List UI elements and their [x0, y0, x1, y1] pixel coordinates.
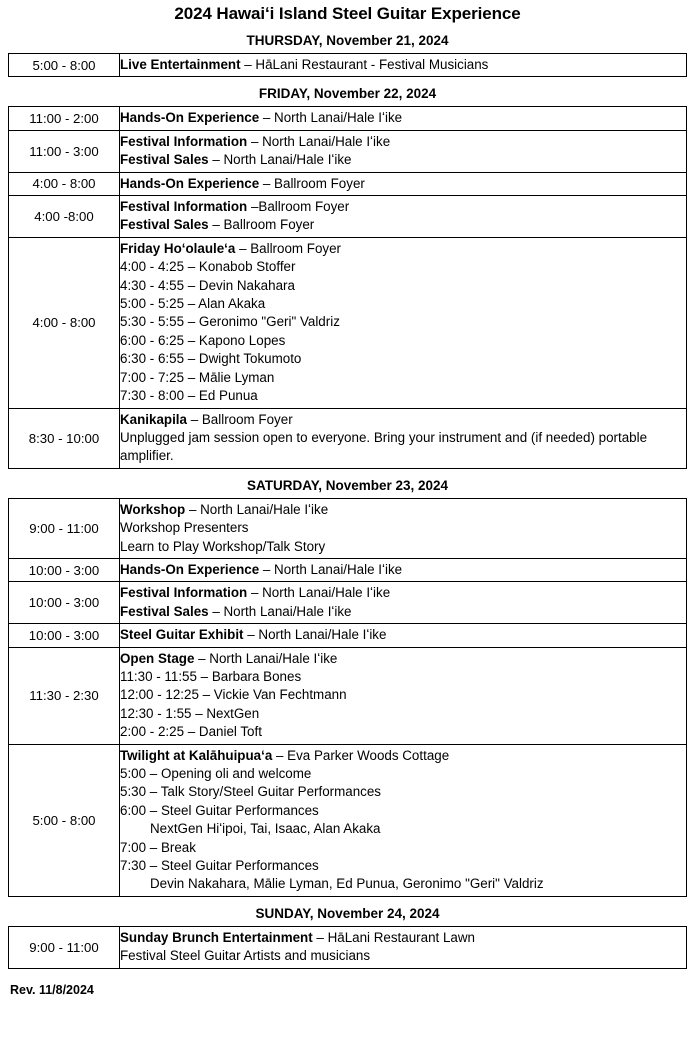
event-detail: 5:30 – Talk Story/Steel Guitar Performances [120, 784, 381, 800]
event-time: 11:00 - 2:00 [9, 107, 120, 130]
event-line [120, 686, 686, 704]
event-line [120, 765, 686, 783]
event-line [120, 133, 686, 151]
table-row [9, 237, 687, 408]
event-detail: – Eva Parker Woods Cottage [272, 747, 450, 763]
event-line [120, 875, 686, 893]
event-line [120, 723, 686, 741]
event-line [120, 820, 686, 838]
event-time: 4:00 - 8:00 [9, 237, 120, 408]
event-detail: 4:00 - 4:25 – Konabob Stoffer [120, 259, 296, 275]
event-line [120, 216, 686, 234]
table-row [9, 624, 687, 647]
event-line [120, 332, 686, 350]
event-time: 4:00 -8:00 [9, 196, 120, 238]
event-detail: Learn to Play Workshop/Talk Story [120, 538, 326, 554]
schedule-table [8, 926, 687, 969]
event-line [120, 56, 686, 74]
event-line [120, 802, 686, 820]
event-name: Festival Sales [120, 217, 209, 233]
schedule-table [8, 498, 687, 897]
event-detail: Devin Nakahara, Mālie Lyman, Ed Punua, Geronimo "Geri" Valdriz [150, 876, 544, 892]
event-name: Twilight at Kalāhuipuaʻa [120, 747, 273, 763]
event-detail: 7:30 - 8:00 – Ed Punua [120, 388, 258, 404]
table-row [9, 647, 687, 744]
event-line [120, 603, 686, 621]
event-line [120, 929, 686, 947]
event-time: 11:30 - 2:30 [9, 647, 120, 744]
event-line [120, 198, 686, 216]
table-row [9, 926, 687, 968]
event-line [120, 783, 686, 801]
event-detail: – North Lanai/Hale Iʻike [243, 627, 387, 643]
event-detail: 12:30 - 1:55 – NextGen [120, 705, 260, 721]
event-detail: – North Lanai/Hale Iʻike [259, 110, 403, 126]
event-detail: – North Lanai/Hale Iʻike [247, 133, 391, 149]
event-detail: – Ballroom Foyer [208, 217, 315, 233]
table-row [9, 558, 687, 581]
table-row [9, 744, 687, 896]
day-header: FRIDAY, November 22, 2024 [258, 86, 437, 102]
schedule-table [8, 106, 687, 468]
event-line [120, 277, 686, 295]
event-detail: 11:30 - 11:55 – Barbara Bones [120, 668, 302, 684]
event-time: 9:00 - 11:00 [9, 498, 120, 558]
event-line [120, 947, 686, 965]
event-name: Hands-On Experience [120, 175, 260, 191]
event-detail: – North Lanai/Hale Iʻike [208, 603, 352, 619]
event-line [120, 561, 686, 579]
event-detail: 7:30 – Steel Guitar Performances [120, 858, 319, 874]
event-detail: –Ballroom Foyer [247, 199, 350, 215]
event-detail: – North Lanai/Hale Iʻike [259, 561, 403, 577]
event-description [120, 558, 687, 581]
event-time: 8:30 - 10:00 [9, 408, 120, 468]
event-line [120, 857, 686, 875]
event-name: Live Entertainment [120, 57, 241, 72]
event-line [120, 387, 686, 405]
event-line [120, 429, 686, 466]
table-row [9, 130, 687, 172]
event-line [120, 411, 686, 429]
event-detail: NextGen Hiʻipoi, Tai, Isaac, Alan Akaka [150, 821, 381, 837]
event-line [120, 538, 686, 556]
event-line [120, 313, 686, 331]
event-line [120, 151, 686, 169]
event-detail: – Ballroom Foyer [235, 240, 342, 256]
event-detail: – Ballroom Foyer [259, 175, 365, 191]
event-time: 10:00 - 3:00 [9, 624, 120, 647]
event-name: Festival Sales [120, 152, 209, 168]
event-line [120, 584, 686, 602]
event-line [120, 650, 686, 668]
event-detail: 7:00 – Break [120, 839, 196, 855]
event-name: Sunday Brunch Entertainment [120, 929, 313, 945]
event-name: Hands-On Experience [120, 110, 260, 126]
event-name: Friday Hoʻolauleʻa [120, 240, 236, 256]
event-line [120, 369, 686, 387]
table-row [9, 582, 687, 624]
event-name: Festival Information [120, 585, 248, 601]
day-header: SATURDAY, November 23, 2024 [246, 477, 449, 493]
event-description [120, 624, 687, 647]
table-row [9, 172, 687, 195]
event-line [120, 519, 686, 537]
event-detail: Workshop Presenters [120, 520, 249, 536]
event-detail: 5:00 – Opening oli and welcome [120, 766, 312, 781]
event-description [120, 582, 687, 624]
table-row [9, 196, 687, 238]
event-name: Hands-On Experience [120, 561, 260, 577]
day-sections [8, 24, 687, 969]
schedule-table-wrapper [8, 926, 687, 969]
table-row [9, 408, 687, 468]
event-detail: – Ballroom Foyer [186, 411, 293, 427]
event-description [120, 926, 687, 968]
event-detail: 6:30 - 6:55 – Dwight Tokumoto [120, 351, 302, 367]
event-time: 5:00 - 8:00 [9, 54, 120, 77]
event-name: Workshop [120, 501, 186, 517]
event-line [120, 501, 686, 519]
event-detail: – North Lanai/Hale Iʻike [208, 152, 352, 168]
event-description [120, 647, 687, 744]
event-time: 5:00 - 8:00 [9, 744, 120, 896]
event-time: 10:00 - 3:00 [9, 558, 120, 581]
event-time: 11:00 - 3:00 [9, 130, 120, 172]
event-detail: 12:00 - 12:25 – Vickie Van Fechtmann [120, 687, 347, 703]
event-name: Festival Information [120, 199, 248, 215]
event-line [120, 258, 686, 276]
table-row [9, 498, 687, 558]
event-time: 10:00 - 3:00 [9, 582, 120, 624]
event-name: Steel Guitar Exhibit [120, 627, 244, 643]
event-line [120, 175, 686, 193]
schedule-table-wrapper [8, 106, 687, 468]
event-line [120, 839, 686, 857]
event-name: Festival Sales [120, 603, 209, 619]
event-description [120, 107, 687, 130]
event-line [120, 626, 686, 644]
page-title: 2024 Hawaiʻi Island Steel Guitar Experience [174, 4, 521, 23]
event-time: 4:00 - 8:00 [9, 172, 120, 195]
event-description [120, 237, 687, 408]
schedule-document [0, 4, 695, 1040]
event-description [120, 408, 687, 468]
event-description [120, 172, 687, 195]
event-detail: – North Lanai/Hale Iʻike [185, 501, 329, 517]
event-description [120, 196, 687, 238]
event-description [120, 498, 687, 558]
event-description [120, 130, 687, 172]
event-description [120, 54, 687, 77]
event-detail: 4:30 - 4:55 – Devin Nakahara [120, 277, 295, 293]
schedule-table [8, 53, 687, 77]
table-row [9, 107, 687, 130]
event-line [120, 668, 686, 686]
day-header: SUNDAY, November 24, 2024 [255, 905, 440, 921]
event-line [120, 747, 686, 765]
event-detail: 7:00 - 7:25 – Mālie Lyman [120, 369, 275, 385]
event-detail: – HāLani Restaurant - Festival Musicians [240, 57, 489, 72]
event-line [120, 109, 686, 127]
event-detail: – HāLani Restaurant Lawn [312, 929, 475, 945]
event-detail: – North Lanai/Hale Iʻike [247, 585, 391, 601]
event-line [120, 240, 686, 258]
event-line [120, 705, 686, 723]
event-name: Open Stage [120, 650, 195, 666]
event-name: Festival Information [120, 133, 248, 149]
event-line [120, 295, 686, 313]
event-time: 9:00 - 11:00 [9, 926, 120, 968]
event-detail: Unplugged jam session open to everyone. Bring your instrument and (if needed) portable amplifier. [120, 429, 648, 464]
event-detail: 5:30 - 5:55 – Geronimo "Geri" Valdriz [120, 314, 340, 330]
revision-footer: Rev. 11/8/2024 [10, 982, 94, 997]
event-detail: 2:00 - 2:25 – Daniel Toft [120, 724, 262, 740]
day-header: THURSDAY, November 21, 2024 [246, 33, 449, 48]
event-detail: – North Lanai/Hale Iʻike [194, 650, 338, 666]
schedule-table-wrapper [8, 498, 687, 897]
event-detail: Festival Steel Guitar Artists and musicians [120, 948, 371, 964]
event-detail: 6:00 - 6:25 – Kapono Lopes [120, 332, 286, 348]
event-line [120, 350, 686, 368]
event-detail: 6:00 – Steel Guitar Performances [120, 802, 319, 818]
schedule-table-wrapper [8, 53, 687, 77]
event-description [120, 744, 687, 896]
event-detail: 5:00 - 5:25 – Alan Akaka [120, 296, 266, 312]
event-name: Kanikapila [120, 411, 187, 427]
table-row [9, 54, 687, 77]
